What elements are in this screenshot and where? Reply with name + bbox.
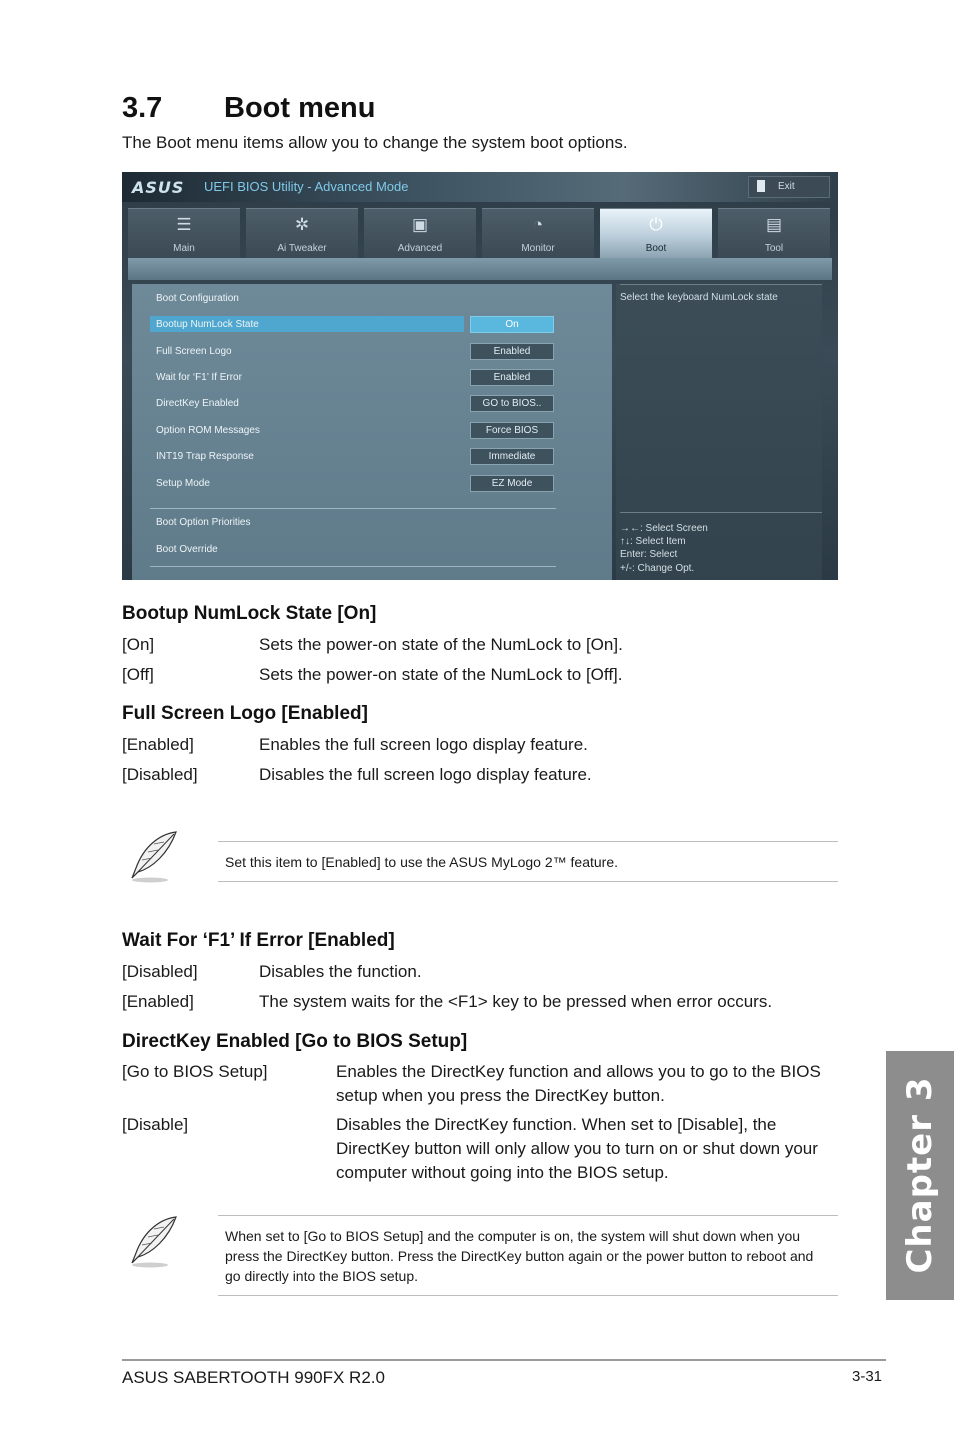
- bios-item-label[interactable]: INT19 Trap Response: [156, 451, 254, 462]
- bios-title-bar: [122, 172, 838, 202]
- tab-label: Tool: [764, 243, 784, 254]
- note-rule-top: [218, 841, 838, 842]
- option-name: [Disabled]: [122, 962, 198, 981]
- exit-label: Exit: [778, 181, 795, 192]
- help-divider-bottom: [620, 512, 822, 513]
- feather-pen-icon: [124, 1213, 180, 1269]
- bios-item-value[interactable]: Force BIOS: [470, 422, 554, 439]
- bios-item-label[interactable]: Full Screen Logo: [156, 346, 232, 357]
- option-desc: Sets the power-on state of the NumLock to [Off].: [259, 665, 623, 684]
- bios-title: UEFI BIOS Utility - Advanced Mode: [204, 179, 409, 194]
- page-number: 3-31: [852, 1368, 883, 1385]
- key-hint: Enter: Select: [620, 549, 678, 560]
- option-name: [On]: [122, 635, 155, 654]
- help-text: Select the keyboard NumLock state: [620, 292, 778, 303]
- note-text: When set to [Go to BIOS Setup] and the computer is on, the system will shut down when you press the DirectKey button. Press the DirectKey button again or the power button to reboot and go directly into the BIOS setup.: [225, 1228, 814, 1284]
- footer-rule: [122, 1359, 886, 1361]
- help-divider-top: [620, 284, 822, 285]
- option-desc: Disables the function.: [259, 962, 422, 981]
- group-label: Boot Configuration: [156, 293, 239, 304]
- option-name: [Enabled]: [122, 992, 194, 1011]
- tab-label: Main: [173, 243, 195, 254]
- list-icon: ☰: [176, 215, 192, 234]
- tab-tool[interactable]: [718, 208, 830, 259]
- tab-label: Ai Tweaker: [277, 243, 327, 254]
- bios-item-value[interactable]: Immediate: [470, 448, 554, 465]
- note-text: Set this item to [Enabled] to use the ASUS MyLogo 2™ feature.: [225, 854, 618, 870]
- bios-item-value[interactable]: On: [470, 316, 554, 333]
- tab-label: Boot: [645, 243, 667, 254]
- heading-bootup-numlock: Bootup NumLock State [On]: [122, 603, 377, 624]
- option-desc: Sets the power-on state of the NumLock to [On].: [259, 635, 623, 654]
- monitor-icon: ◔: [532, 215, 544, 234]
- chapter-tab-label: Chapter 3: [900, 1076, 940, 1274]
- tab-advanced[interactable]: [364, 208, 476, 259]
- printer-icon: ▤: [765, 215, 783, 234]
- tab-boot[interactable]: [600, 208, 712, 259]
- bios-item-value[interactable]: Enabled: [470, 369, 554, 386]
- power-icon: ⏻: [649, 215, 663, 234]
- exit-door-icon: [757, 180, 765, 192]
- key-hint: +/-: Change Opt.: [620, 563, 695, 574]
- feather-pen-icon: [124, 828, 180, 884]
- bios-item-label[interactable]: Option ROM Messages: [156, 425, 260, 436]
- bios-item-label[interactable]: Bootup NumLock State: [156, 319, 259, 330]
- bios-screenshot: [122, 172, 838, 580]
- exit-button[interactable]: [748, 176, 830, 198]
- note-rule-bottom: [218, 881, 838, 882]
- bios-item-value[interactable]: GO to BIOS..: [470, 395, 554, 412]
- boot-override[interactable]: Boot Override: [156, 544, 218, 555]
- tab-main[interactable]: [128, 208, 240, 259]
- bios-item-label[interactable]: Setup Mode: [156, 478, 210, 489]
- heading-full-screen-logo: Full Screen Logo [Enabled]: [122, 703, 368, 724]
- option-desc: The system waits for the <F1> key to be pressed when error occurs.: [259, 992, 773, 1011]
- bios-item-value[interactable]: Enabled: [470, 343, 554, 360]
- chip-icon: ▣: [411, 215, 429, 234]
- panel-divider: [150, 508, 556, 509]
- fan-icon: ✲: [294, 215, 310, 234]
- tab-label: Advanced: [397, 243, 443, 254]
- note-rule-bottom: [218, 1295, 838, 1296]
- option-desc: Enables the full screen logo display feature.: [259, 735, 588, 754]
- option-name: [Enabled]: [122, 735, 194, 754]
- section-number: 3.7: [122, 92, 163, 124]
- option-desc: Disables the DirectKey function. When set to [Disable], the DirectKey button will only allow you to turn on or shut down your computer without going into the BIOS setup.: [336, 1115, 818, 1182]
- key-hint: →←: Select Screen: [620, 523, 708, 534]
- option-name: [Disabled]: [122, 765, 198, 784]
- content-header-bar: [128, 258, 832, 280]
- heading-wait-f1: Wait For ‘F1’ If Error [Enabled]: [122, 930, 395, 951]
- bios-item-label[interactable]: DirectKey Enabled: [156, 398, 239, 409]
- option-desc: Enables the DirectKey function and allows you to go to the BIOS setup when you press the DirectKey button.: [336, 1062, 821, 1105]
- bios-item-value[interactable]: EZ Mode: [470, 475, 554, 492]
- option-name: [Go to BIOS Setup]: [122, 1062, 268, 1081]
- tab-label: Monitor: [521, 243, 555, 254]
- option-name: [Disable]: [122, 1115, 189, 1134]
- chapter-tab: [886, 1051, 954, 1300]
- panel-divider: [150, 566, 556, 567]
- heading-directkey: DirectKey Enabled [Go to BIOS Setup]: [122, 1031, 468, 1052]
- asus-logo: ASUS: [132, 178, 185, 197]
- bios-item-label[interactable]: Wait for ‘F1’ If Error: [156, 372, 242, 383]
- option-name: [Off]: [122, 665, 154, 684]
- option-desc: Disables the full screen logo display feature.: [259, 765, 592, 784]
- boot-option-priorities[interactable]: Boot Option Priorities: [156, 517, 251, 528]
- tab-ai-tweaker[interactable]: [246, 208, 358, 259]
- key-hint: ↑↓: Select Item: [620, 536, 686, 547]
- section-intro: The Boot menu items allow you to change the system boot options.: [122, 133, 628, 152]
- footer-product: ASUS SABERTOOTH 990FX R2.0: [122, 1368, 385, 1387]
- tab-monitor[interactable]: [482, 208, 594, 259]
- note-rule-top: [218, 1215, 838, 1216]
- section-title: Boot menu: [224, 92, 376, 124]
